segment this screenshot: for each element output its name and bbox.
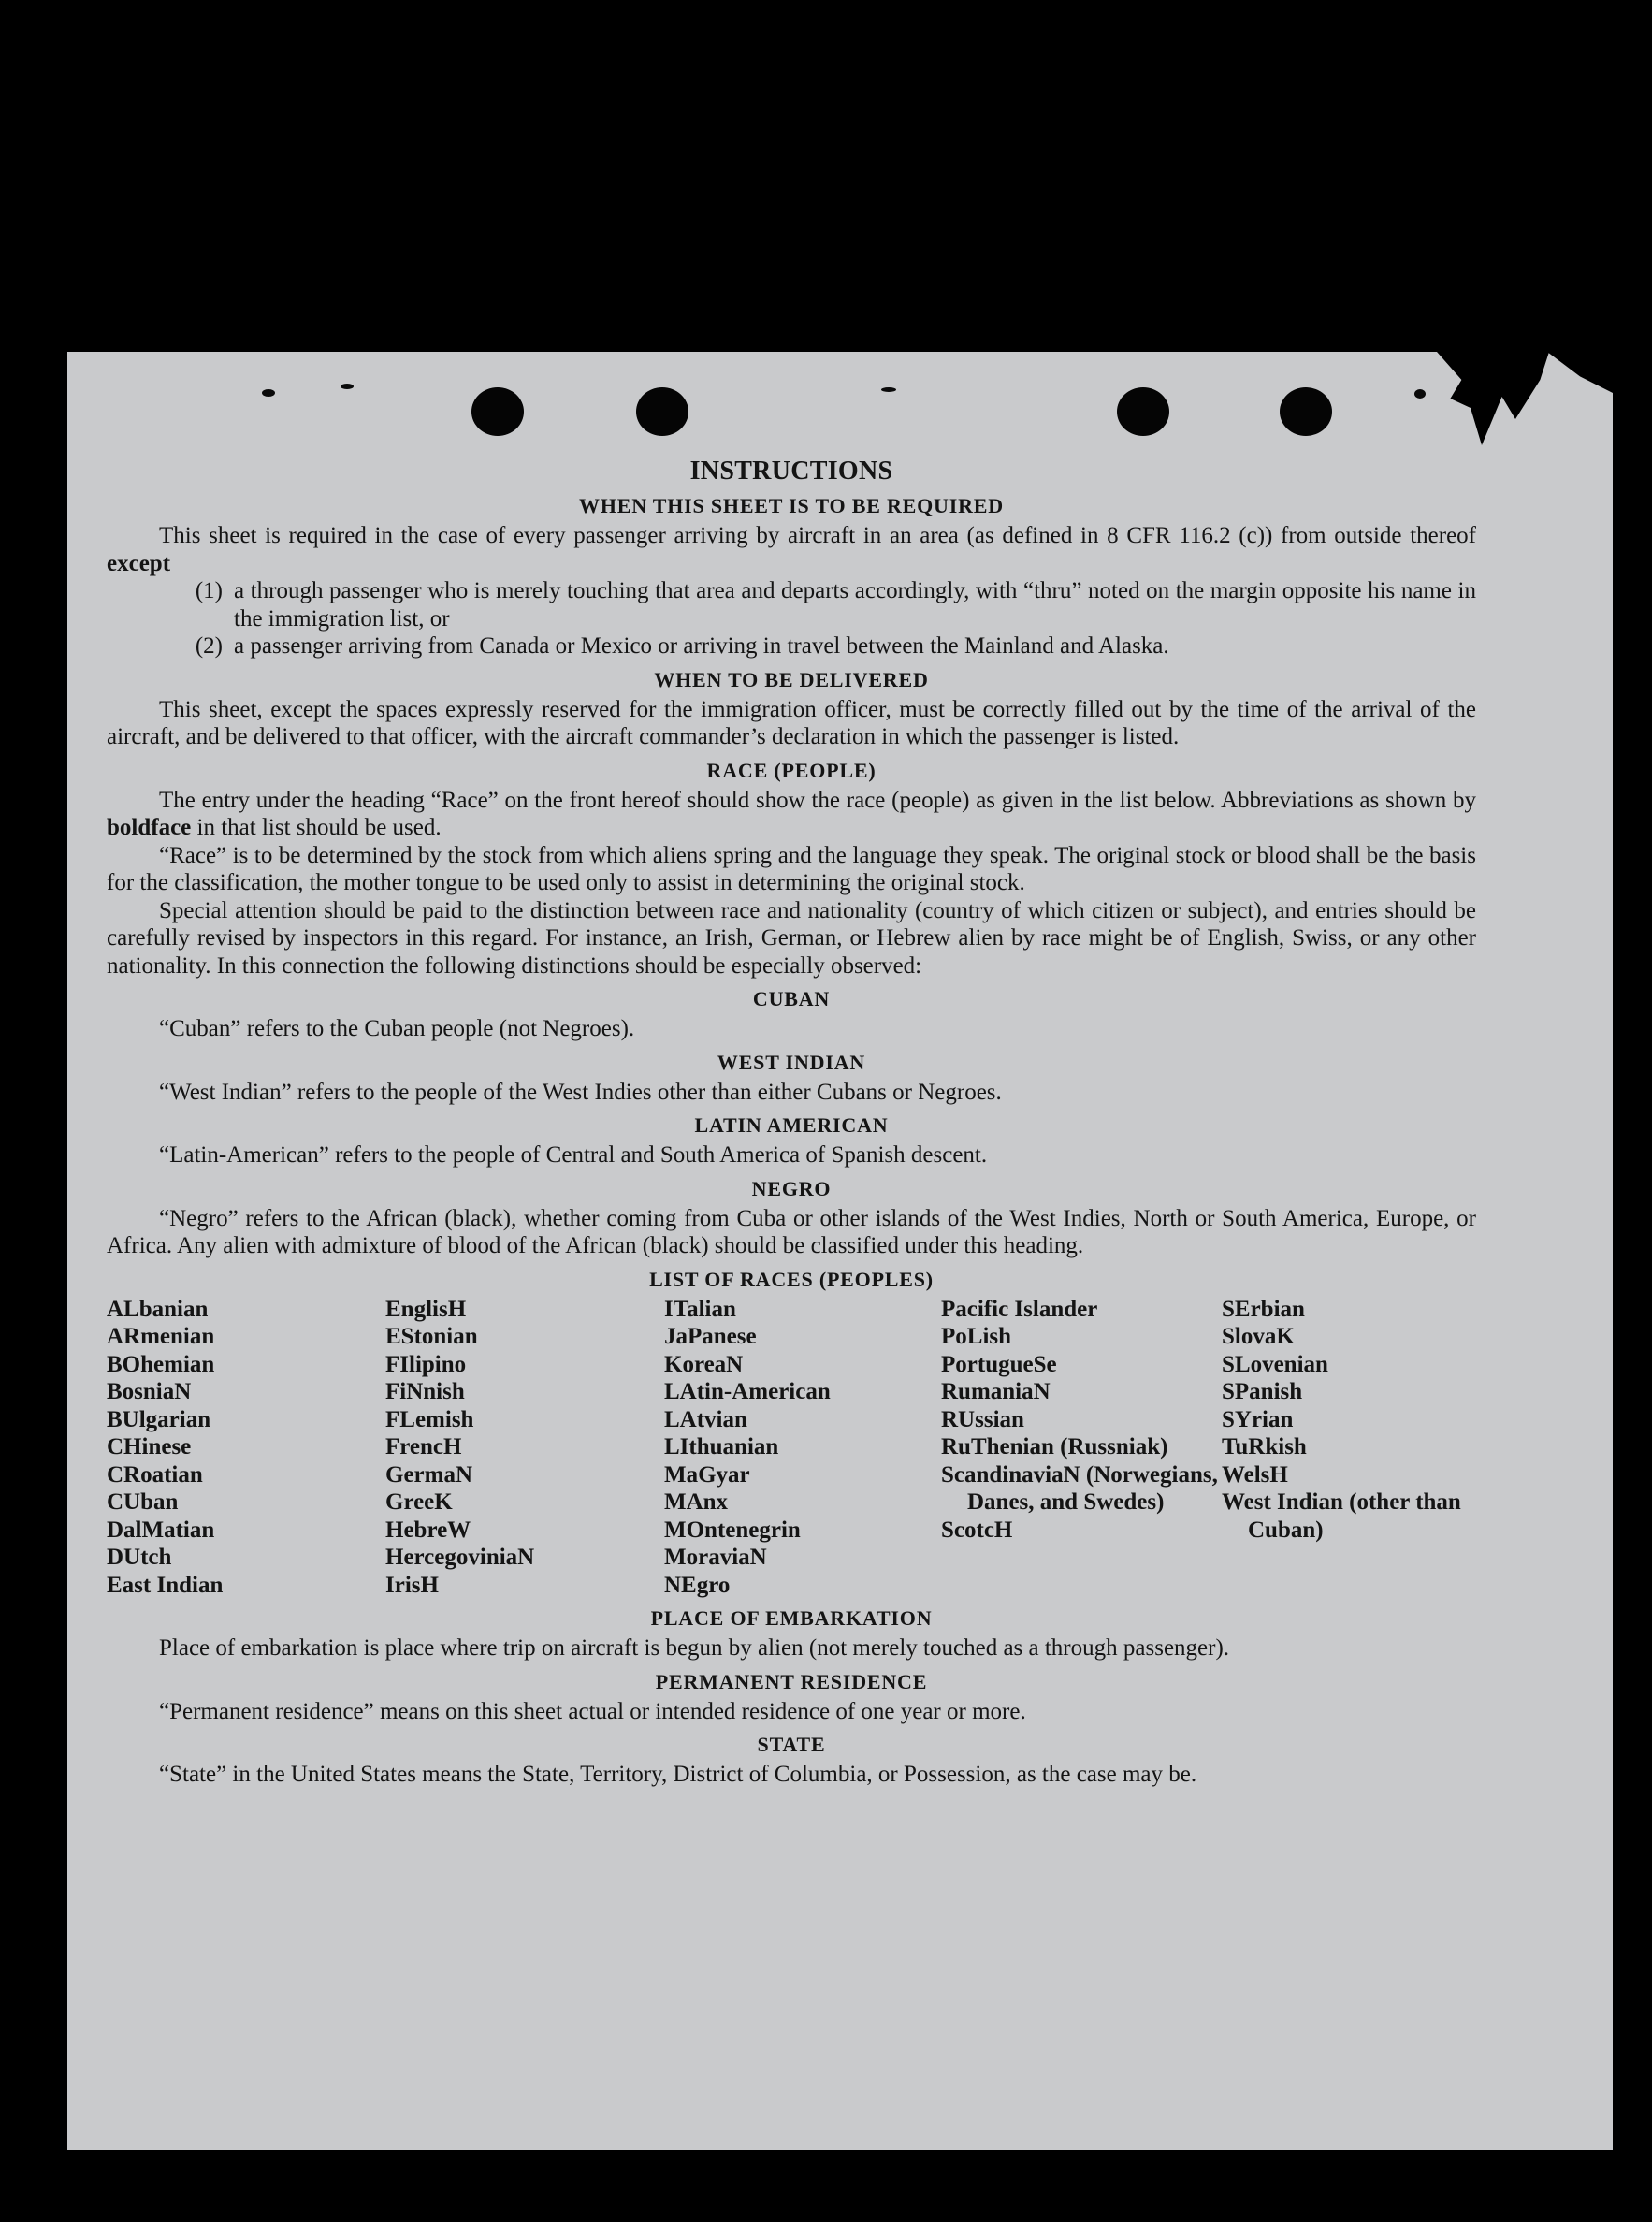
race-entry: FIlipino <box>385 1351 467 1377</box>
required-paragraph: This sheet is required in the case of every passenger arriving by aircraft in an area (as defined in 8 CFR 116.2 (c)) from outside thereof except <box>107 523 1476 576</box>
punch-hole <box>1117 387 1169 436</box>
section-heading-west-indian: WEST INDIAN <box>717 1050 866 1074</box>
section-heading-required: WHEN THIS SHEET IS TO BE REQUIRED <box>579 494 1004 517</box>
race-entry: RUssian <box>941 1406 1024 1432</box>
instruction-sheet <box>67 352 1613 2150</box>
race-entry: LAtvian <box>664 1406 747 1432</box>
race-entry: NEgro <box>664 1572 731 1598</box>
ink-speck <box>881 387 896 392</box>
punch-hole <box>471 387 524 436</box>
section-heading-cuban: CUBAN <box>752 987 831 1010</box>
race-entry: KoreaN <box>664 1351 744 1377</box>
section-heading-residence: PERMANENT RESIDENCE <box>655 1669 928 1693</box>
race-entry: FLemish <box>385 1406 474 1432</box>
race-entry: TuRkish <box>1222 1434 1307 1460</box>
race-list <box>107 1296 1476 1600</box>
page-title: INSTRUCTIONS <box>689 457 893 486</box>
latin-american-paragraph: “Latin-American” refers to the people of Central and South America of Spanish descent. <box>159 1142 988 1168</box>
race-entry: PoLish <box>941 1324 1012 1349</box>
race-entry: MaGyar <box>664 1461 750 1488</box>
race-entry: IrisH <box>385 1572 439 1598</box>
section-heading-state: STATE <box>757 1733 826 1756</box>
race-entry: ScotcH <box>941 1517 1013 1543</box>
section-heading-delivered: WHEN TO BE DELIVERED <box>654 667 929 691</box>
race-entry: MoraviaN <box>664 1545 767 1570</box>
punch-hole <box>636 387 688 436</box>
section-heading-embarkation: PLACE OF EMBARKATION <box>650 1606 933 1630</box>
race-entry: HercegoviniaN <box>385 1545 535 1570</box>
race-entry: SPanish <box>1222 1379 1303 1404</box>
section-heading-race: RACE (PEOPLE) <box>706 758 877 782</box>
race-entry: West Indian (other than Cuban) <box>1222 1489 1461 1543</box>
race-entry: CUban <box>107 1489 179 1515</box>
race-entry: RumaniaN <box>941 1379 1051 1404</box>
race-entry: East Indian <box>107 1572 224 1598</box>
exception-item: (2) a passenger arriving from Canada or Mexico or arriving in travel between the Mainland and Alaska. <box>195 633 1169 659</box>
race-entry: CHinese <box>107 1434 192 1460</box>
ink-speck <box>262 389 275 397</box>
race-entry: FrencH <box>385 1434 462 1460</box>
race-entry: EnglisH <box>385 1296 467 1322</box>
race-entry: ScandinaviaN (Norwegians, Danes, and Swedes) <box>941 1461 1218 1515</box>
race-column <box>1222 1296 1474 1600</box>
race-entry: LAtin-American <box>664 1379 831 1404</box>
race-paragraph: “Race” is to be determined by the stock from which aliens spring and the language they speak. The original stock or blood shall be the basis for the classification, the mother tongue to be used only to assist in determining the original stock. <box>107 842 1476 895</box>
race-entry: LIthuanian <box>664 1434 779 1460</box>
race-entry: GreeK <box>385 1489 453 1515</box>
section-heading-list-of-races: LIST OF RACES (PEOPLES) <box>649 1267 934 1291</box>
race-entry: EStonian <box>385 1324 478 1349</box>
race-entry: RuThenian (Russniak) <box>941 1434 1168 1460</box>
race-entry: ARmenian <box>107 1324 215 1349</box>
section-heading-negro: NEGRO <box>751 1176 832 1200</box>
torn-corner <box>1547 352 1613 393</box>
race-entry: HebreW <box>385 1517 471 1543</box>
state-paragraph: “State” in the United States means the State, Territory, District of Columbia, or Possession, as the case may be. <box>159 1762 1197 1787</box>
race-column <box>107 1296 385 1600</box>
section-heading-latin-american: LATIN AMERICAN <box>694 1113 889 1137</box>
race-entry: DUtch <box>107 1545 172 1570</box>
race-entry: SYrian <box>1222 1406 1294 1432</box>
race-entry: SLovenian <box>1222 1351 1328 1377</box>
race-entry: JaPanese <box>664 1324 757 1349</box>
race-entry: Pacific Islander <box>941 1296 1098 1322</box>
race-entry: BOhemian <box>107 1351 215 1377</box>
ink-speck <box>1414 389 1426 399</box>
race-paragraph: The entry under the heading “Race” on the front hereof should show the race (people) as given in the list below. Abbreviations as shown by boldface in that list should be used. <box>107 787 1476 840</box>
race-entry: ALbanian <box>107 1296 209 1322</box>
race-paragraph: Special attention should be paid to the distinction between race and nationality (country of which citizen or subject), and entries should be carefully revised by inspectors in this regard. For instance, an Irish, German, or Hebrew alien by race might be of English, Swiss, or any other nationality. In this connection the following distinctions should be especially observed: <box>107 897 1476 979</box>
race-entry: PortugueSe <box>941 1351 1057 1377</box>
race-entry: GermaN <box>385 1461 473 1488</box>
ink-speck <box>341 384 354 389</box>
race-entry: ITalian <box>664 1296 736 1322</box>
race-entry: CRoatian <box>107 1461 203 1488</box>
delivered-paragraph: This sheet, except the spaces expressly reserved for the immigration officer, must be correctly filled out by the time of the arrival of the aircraft, and be delivered to that officer, with the aircraft commander’s declaration in which the passenger is listed. <box>107 696 1476 749</box>
race-entry: MAnx <box>664 1489 729 1515</box>
race-entry: BosniaN <box>107 1379 192 1404</box>
race-entry: FiNnish <box>385 1379 465 1404</box>
embarkation-paragraph: Place of embarkation is place where trip on aircraft is begun by alien (not merely touched as a through passenger). <box>159 1635 1230 1661</box>
race-column <box>941 1296 1222 1600</box>
race-entry: BUlgarian <box>107 1406 211 1432</box>
race-entry: SErbian <box>1222 1296 1305 1322</box>
torn-corner <box>1437 352 1549 445</box>
cuban-paragraph: “Cuban” refers to the Cuban people (not Negroes). <box>159 1016 635 1041</box>
negro-paragraph: “Negro” refers to the African (black), whether coming from Cuba or other islands of the West Indies, North or South America, Europe, or Africa. Any alien with admixture of blood of the African (black) should be classified under this heading. <box>107 1205 1476 1258</box>
residence-paragraph: “Permanent residence” means on this sheet actual or intended residence of one year or more. <box>159 1698 1026 1724</box>
race-entry: DalMatian <box>107 1517 215 1543</box>
punch-hole <box>1280 387 1332 436</box>
race-column <box>385 1296 664 1600</box>
exception-item: (1) a through passenger who is merely touching that area and departs accordingly, with “thru” noted on the margin opposite his name in the immigration list, or <box>195 578 1476 632</box>
race-entry: SlovaK <box>1222 1324 1295 1349</box>
race-entry: MOntenegrin <box>664 1517 801 1543</box>
race-entry: WelsH <box>1222 1461 1288 1488</box>
west-indian-paragraph: “West Indian” refers to the people of the West Indies other than either Cubans or Negroes. <box>159 1079 1002 1105</box>
race-column <box>664 1296 941 1600</box>
